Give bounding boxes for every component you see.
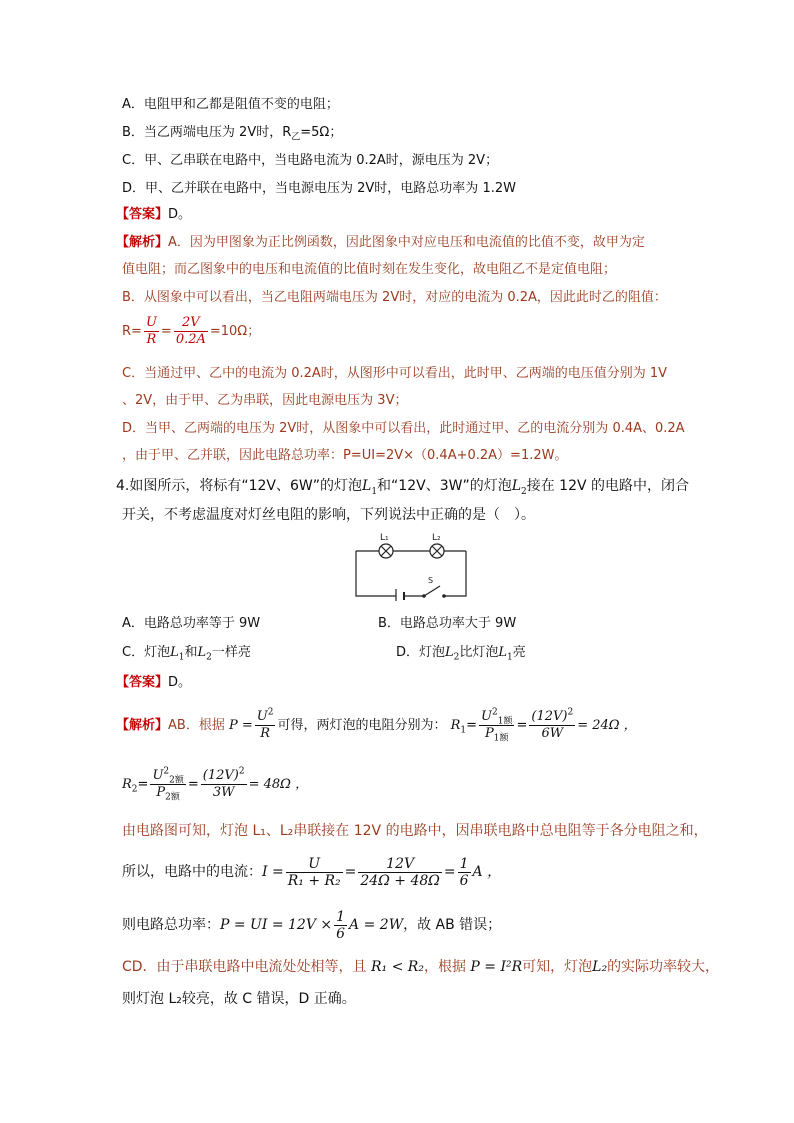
q4-power-post: A = 2W (349, 917, 404, 933)
q4-series-1: 由电路图可知，灯泡 L₁、L₂串联接在 12V 的电路中，因串联电路中总电阻等于各分电阻之和， (122, 823, 708, 839)
q4-option-c-l1-sub: 1 (178, 652, 185, 663)
q4-option-d-post: 亮 (512, 645, 526, 660)
switch-contact (443, 595, 445, 597)
q3-option-d: D．甲、乙并联在电路中，当电源电压为 2V时，电路总功率为 1.2W (122, 181, 516, 196)
q4-ab-intro: AB．根据 (168, 718, 225, 733)
q4-cd-mid2: 可知，灯泡 (522, 959, 593, 975)
q4-ab-frac-num-sup: 2 (267, 707, 274, 718)
q3-b2-frac2-num: 2V (174, 315, 208, 332)
q3-analysis-d-2: ，由于甲、乙并联，因此电路总功率：P=UI=2V×（0.4A+0.2A）=1.2W。 (122, 448, 568, 463)
q3-option-b-sub: 乙 (291, 132, 301, 143)
q4-r2-frac1-den (150, 785, 185, 801)
q4-current-frac1 (286, 856, 343, 889)
q4-current-eq1: = (344, 864, 357, 880)
q4-stem-2: 开关，不考虑温度对灯丝电阻的影响，下列说法中正确的是（ ）。 (122, 507, 535, 523)
q3-option-c: C．甲、乙串联在电路中，当电路电流为 0.2A时，源电压为 2V； (122, 153, 499, 168)
q4-power-tail: ，故 AB 错误； (403, 917, 502, 933)
lamp-l2-cross (432, 546, 442, 556)
circuit-diagram (352, 529, 470, 601)
q4-r2-result: = 48Ω ， (248, 777, 309, 792)
q4-option-c-mid: 和 (184, 645, 198, 660)
q4-current-frac2-num: 12V (358, 856, 441, 873)
label-l2: L₂ (432, 533, 441, 543)
q4-analysis-tag: 【解析】 (116, 718, 169, 733)
q4-r2-frac2-den: 3W (212, 785, 235, 800)
q4-cd-2: 则灯泡 L₂较亮，故 C 错误，D 正确。 (122, 991, 356, 1007)
q4-option-b: B．电路总功率大于 9W (378, 616, 517, 631)
q4-option-c-l1 (170, 645, 185, 663)
q4-r1-frac1-den-sub: 1额 (493, 733, 509, 744)
q3-analysis-b-1: B．从图象中可以看出，当乙电阻两端电压为 2V时，对应的电流为 0.2A，因此此时乙的阻值： (122, 290, 667, 305)
q4-cd-ineq: R₁ < R₂ (371, 959, 424, 975)
q4-r1-frac1-num-sub: 1额 (497, 716, 513, 727)
q4-answer (116, 674, 191, 692)
q4-option-c-l2 (197, 645, 212, 663)
q4-option-d (396, 644, 526, 662)
q4-cd-post: 的实际功率较大， (607, 959, 720, 975)
q4-stem-1-b: 和“12V、3W”的灯泡 (377, 478, 512, 494)
q4-current-frac3 (458, 856, 471, 889)
q4-option-c-l2-sub: 2 (206, 652, 212, 663)
q4-stem-l1-letter: L (362, 478, 372, 494)
q4-option-d-l2 (445, 645, 460, 663)
label-l1: L₁ (380, 533, 389, 543)
q4-r1-frac1-num-u: U (481, 709, 493, 724)
q3-b2-frac1-den: R (146, 332, 157, 347)
q4-ab-frac (255, 709, 276, 742)
q4-r2-frac1 (150, 768, 185, 801)
q4-current-frac2 (358, 856, 441, 889)
q4-cd-formula: P = I²R (470, 959, 523, 975)
q4-stem-1 (116, 477, 689, 495)
q4-answer-tag: 【答案】 (116, 675, 169, 690)
q4-ab-frac-num (255, 709, 276, 726)
q3-option-a: A．电阻甲和乙都是阻值不变的电阻； (122, 97, 339, 112)
q3-b2-frac2-den: 0.2A (175, 332, 206, 347)
q4-power-frac-num: 1 (336, 908, 346, 925)
q3-analysis-d-1: D．当甲、乙两端的电压为 2V时，从图象中可以看出，此时通过甲、乙的电流分别为 0.4A、0.2A (122, 421, 685, 436)
q4-r1-frac1 (479, 709, 514, 742)
q4-power-frac-den: 6 (336, 925, 346, 942)
q4-stem-l2 (511, 478, 527, 497)
q4-current-i: I = (262, 864, 284, 880)
q4-r2-frac2-num-sup: 2 (238, 766, 245, 777)
q4-answer-value: D。 (168, 675, 192, 690)
q3-b2-suffix: =10Ω； (209, 324, 261, 339)
q4-current-frac1-num: U (286, 856, 343, 873)
q4-cd-mid: ，根据 (423, 959, 466, 975)
q4-power-eq: P = UI = 12V × (220, 917, 333, 933)
q3-analysis-c-1: C．当通过甲、乙中的电流为 0.2A时，从图形中可以看出，此时甲、乙两端的电压值分别为 1V (122, 366, 668, 381)
q4-power-line (122, 903, 501, 947)
q4-r2-sub: 2 (131, 784, 138, 795)
q4-option-d-l2-letter: L (445, 645, 454, 660)
q4-option-d-mid: 比灯泡 (459, 645, 499, 660)
q4-current-frac2-den: 24Ω + 48Ω (360, 872, 440, 889)
switch-pivot (423, 595, 425, 597)
q4-r2-frac2 (201, 768, 247, 801)
q3-option-b-text: B．当乙两端电压为 2V时，R (122, 125, 292, 140)
q4-r2-frac1-num (150, 768, 185, 785)
q4-current-frac1-den: R₁ + R₂ (287, 872, 341, 889)
q4-option-d-l1-sub: 1 (507, 652, 513, 663)
q4-analysis-ab (116, 706, 637, 746)
lamp-l1-cross (381, 546, 391, 556)
q4-current-frac3-den: 6 (459, 872, 469, 889)
q3-analysis-a-1 (116, 234, 645, 252)
q4-r2-eq2: = (187, 777, 199, 792)
q3-analysis-b-2 (122, 314, 260, 350)
q4-stem-l1-sub: 1 (371, 486, 378, 497)
q3-option-b-post: =5Ω； (300, 125, 343, 140)
q3-answer (116, 206, 191, 224)
q4-r2-frac1-num-sub: 2额 (169, 775, 184, 786)
q4-power-pre: 则电路总功率： (122, 917, 220, 933)
q4-r2-frac1-num-sup: 2 (163, 766, 170, 777)
q3-analysis-a-1-text: A．因为甲图象为正比例函数，因此图象中对应电压和电流值的比值不变，故甲为定 (168, 235, 645, 250)
wire-left-bottom (356, 551, 396, 596)
q4-r1-frac1-den (479, 726, 514, 742)
q4-r1-frac2-den: 6W (541, 726, 564, 741)
q4-r1-result: = 24Ω ， (577, 718, 637, 733)
q4-option-c-pre: C．灯泡 (122, 645, 171, 660)
q4-stem-l2-sub: 2 (521, 486, 527, 497)
q4-r1-frac2-num (529, 709, 575, 726)
q4-r1-label: R (450, 718, 461, 733)
q4-stem-l2-letter: L (511, 478, 521, 494)
q4-r1-frac2-num-val: (12V) (531, 709, 568, 724)
label-switch: S (428, 576, 434, 585)
q4-current-eq2: = (443, 864, 456, 880)
q3-b2-frac1 (144, 315, 159, 348)
q4-option-a: A．电路总功率等于 9W (122, 616, 261, 631)
q4-r2-frac2-num (201, 768, 247, 785)
q3-analysis-c-2: 、2V，由于甲、乙为串联，因此电源电压为 3V； (122, 393, 408, 408)
q4-current-pre: 所以，电路中的电流： (122, 864, 262, 880)
q4-r1-frac1-num-sup: 2 (492, 707, 498, 718)
q4-option-c-l2-letter: L (197, 645, 207, 660)
q4-ab-frac-den: R (260, 726, 270, 741)
switch-blade (424, 586, 440, 596)
q4-stem-l1 (362, 478, 378, 497)
q3-answer-tag: 【答案】 (116, 207, 169, 222)
q4-r2-frac1-num-u: U (152, 768, 164, 783)
q4-r2-label: R (122, 777, 132, 792)
q4-r2-line (122, 763, 308, 807)
q4-r1-sub: 1 (460, 725, 467, 736)
q4-current-frac3-num: 1 (459, 855, 469, 872)
q4-r1-eq: = (466, 718, 478, 733)
q4-r2-frac1-den-sub: 2额 (165, 792, 180, 803)
q4-r1-frac2 (529, 709, 575, 742)
q4-cd-pre: CD．由于串联电路中电流处处相等，且 (122, 959, 367, 975)
q3-analysis-a-2: 值电阻；而乙图象中的电压和电流值的比值时刻在发生变化，故电阻乙不是定值电阻； (122, 262, 617, 277)
q4-ab-mid: 可得，两灯泡的电阻分别为： (277, 718, 447, 733)
q4-option-d-l1 (498, 645, 513, 663)
q4-option-c-l1-letter: L (170, 645, 179, 660)
q4-current-unit: A ， (472, 864, 502, 880)
q3-option-b (122, 124, 342, 142)
q4-current-line (122, 850, 501, 894)
q4-option-d-l2-sub: 2 (453, 652, 460, 663)
q4-stem-1-c: 接在 12V 的电路中，闭合 (526, 478, 690, 494)
q4-option-c (122, 644, 251, 662)
q4-r2-eq: = (137, 777, 149, 792)
q3-analysis-tag: 【解析】 (116, 235, 169, 250)
q4-stem-1-a: 4.如图所示，将标有“12V、6W”的灯泡 (116, 478, 363, 494)
q4-r1 (450, 718, 467, 736)
q4-ab-p: P = (228, 718, 253, 733)
q4-ab-frac-num-u: U (256, 709, 268, 724)
q4-r1-frac1-num (479, 709, 514, 726)
q4-r2-frac2-num-val: (12V) (202, 768, 239, 783)
q4-cd-l2: L₂ (592, 959, 608, 975)
q3-b2-prefix: R= (122, 324, 142, 339)
q4-r1-frac2-num-sup: 2 (567, 707, 574, 718)
q4-cd-1 (122, 958, 719, 976)
q4-option-d-pre: D．灯泡 (396, 645, 446, 660)
q3-b2-eq: = (160, 324, 172, 339)
q3-answer-value: D。 (168, 207, 192, 222)
q4-option-c-post: 一样亮 (211, 645, 251, 660)
q4-r2-frac1-den-p: P (156, 785, 166, 800)
q4-r1-frac1-den-p: P (485, 726, 494, 741)
q4-r2 (122, 777, 138, 795)
q4-r1-eq2: = (516, 718, 528, 733)
q3-b2-frac1-num: U (145, 315, 157, 330)
wire-right-bottom (444, 551, 466, 596)
q4-option-d-l1-letter: L (498, 645, 508, 660)
q4-power-frac (334, 909, 347, 942)
q3-b2-frac2 (174, 315, 208, 348)
